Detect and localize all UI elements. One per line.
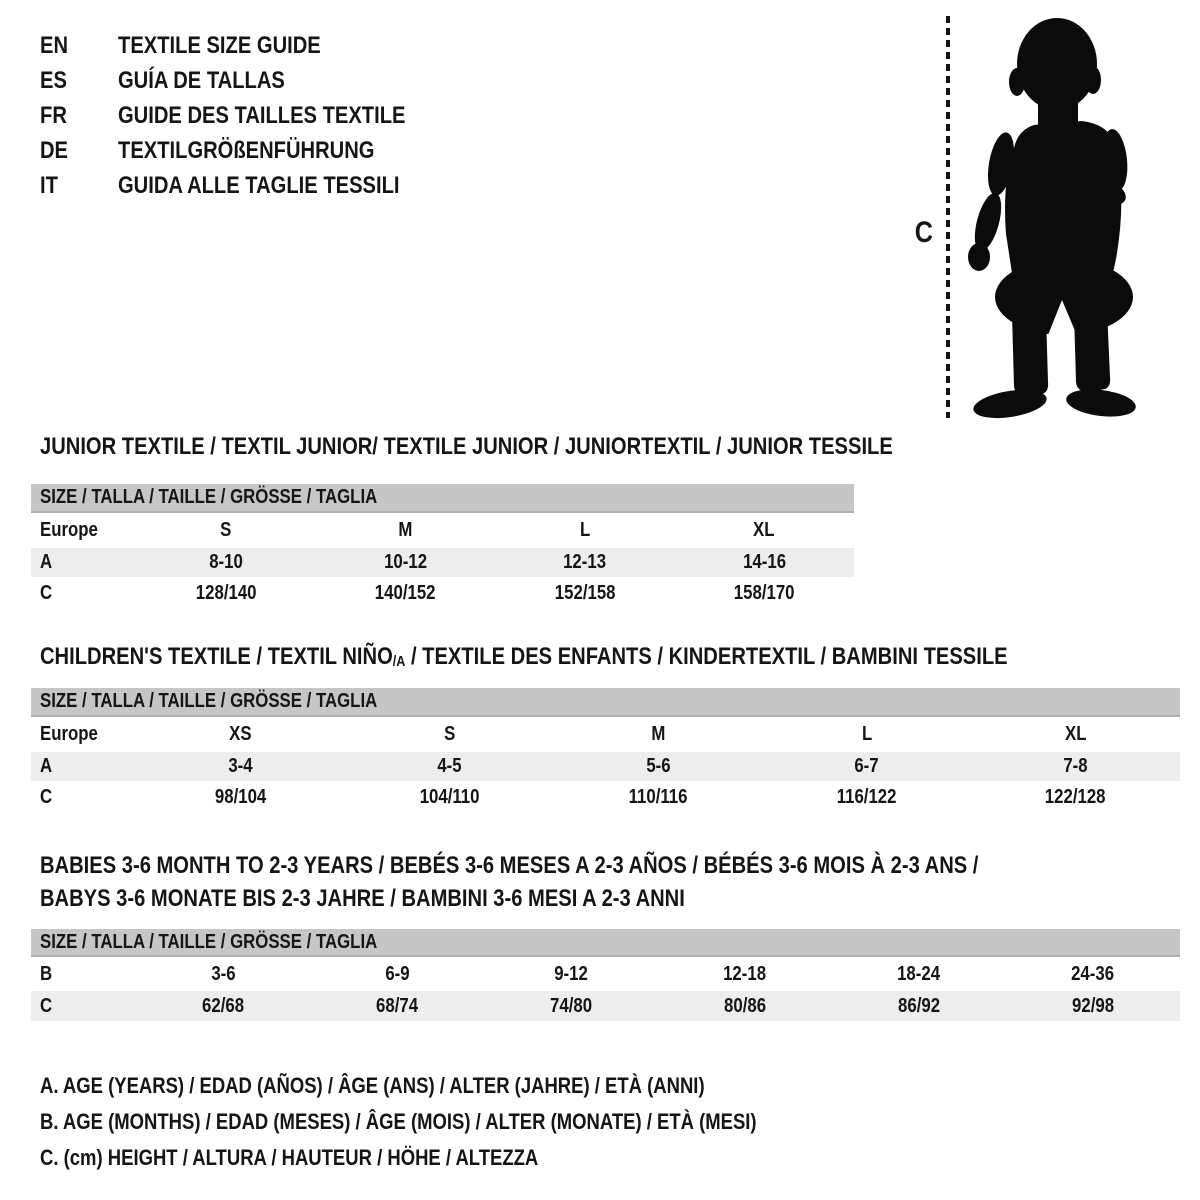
language-row-de — [40, 133, 460, 168]
legend-line-age-months: B. AGE (MONTHS) / EDAD (MESES) / ÂGE (MOIS) / ALTER (MONATE) / ETÀ (MESI) — [40, 1109, 757, 1134]
language-row-es — [40, 63, 460, 98]
language-code: DE — [40, 136, 69, 164]
language-row-fr — [40, 98, 460, 133]
legend-line-height-cm: C. (cm) HEIGHT / ALTURA / HAUTEUR / HÖHE / ALTEZZA — [40, 1145, 539, 1170]
table-row: Europe S M L XL — [40, 519, 775, 541]
legend-line-age-years: A. AGE (YEARS) / EDAD (AÑOS) / ÂGE (ANS) / ALTER (JAHRE) / ETÀ (ANNI) — [40, 1073, 705, 1098]
guide-title-en: TEXTILE SIZE GUIDE — [118, 31, 321, 59]
section-title-children: CHILDREN'S TEXTILE / TEXTIL NIÑO/A / TEXTILE DES ENFANTS / KINDERTEXTIL / BAMBINI TESSILE — [40, 643, 1008, 670]
language-code: EN — [40, 31, 69, 59]
measure-legend — [40, 1068, 893, 1176]
guide-title-fr: GUIDE DES TAILLES TEXTILE — [118, 101, 406, 129]
guide-title-it: GUIDA ALLE TAGLIE TESSILI — [118, 171, 400, 199]
table-row: C 98/104 104/110 110/116 116/122 122/128 — [40, 786, 1106, 808]
nino-a-subscript: /A — [392, 653, 406, 670]
language-row-it — [40, 168, 460, 203]
table-header-band: SIZE / TALLA / TAILLE / GRÖSSE / TAGLIA — [31, 484, 854, 513]
table-header-band: SIZE / TALLA / TAILLE / GRÖSSE / TAGLIA — [31, 688, 1180, 717]
toddler-silhouette — [958, 14, 1140, 420]
table-row: C 128/140 140/152 152/158 158/170 — [40, 582, 795, 604]
guide-title-de: TEXTILGRÖßENFÜHRUNG — [118, 136, 375, 164]
height-measure-dashed-line — [946, 16, 950, 418]
language-code: ES — [40, 66, 67, 94]
table-row: A 3-4 4-5 5-6 6-7 7-8 — [31, 752, 1180, 781]
table-row: A 8-10 10-12 12-13 14-16 — [31, 548, 854, 577]
table-row: Europe XS S M L XL — [40, 723, 1087, 745]
language-code: FR — [40, 101, 67, 129]
language-code: IT — [40, 171, 58, 199]
table-header-band: SIZE / TALLA / TAILLE / GRÖSSE / TAGLIA — [31, 929, 1180, 957]
table-row: C 62/68 68/74 74/80 80/86 86/92 92/98 — [31, 991, 1180, 1021]
section-title-babies: BABIES 3-6 MONTH TO 2-3 YEARS / BEBÉS 3-6 MESES A 2-3 AÑOS / BÉBÉS 3-6 MOIS À 2-3 ANS / BABYS 3-6 MONATE BIS 2-3 JAHRE / BAMBINI 3-6 MESI A 2-3 ANNI — [40, 852, 979, 912]
section-title-junior: JUNIOR TEXTILE / TEXTIL JUNIOR/ TEXTILE JUNIOR / JUNIORTEXTIL / JUNIOR TESSILE — [40, 433, 893, 460]
language-row-en — [40, 28, 460, 63]
children-size-table — [31, 688, 1180, 814]
guide-title-es: GUÍA DE TALLAS — [118, 66, 285, 94]
table-row: B 3-6 6-9 9-12 12-18 18-24 24-36 — [40, 962, 1115, 985]
babies-size-table — [31, 929, 1180, 1021]
height-measure-label: C — [914, 216, 934, 249]
junior-size-table — [31, 484, 854, 610]
language-title-list — [40, 28, 460, 203]
